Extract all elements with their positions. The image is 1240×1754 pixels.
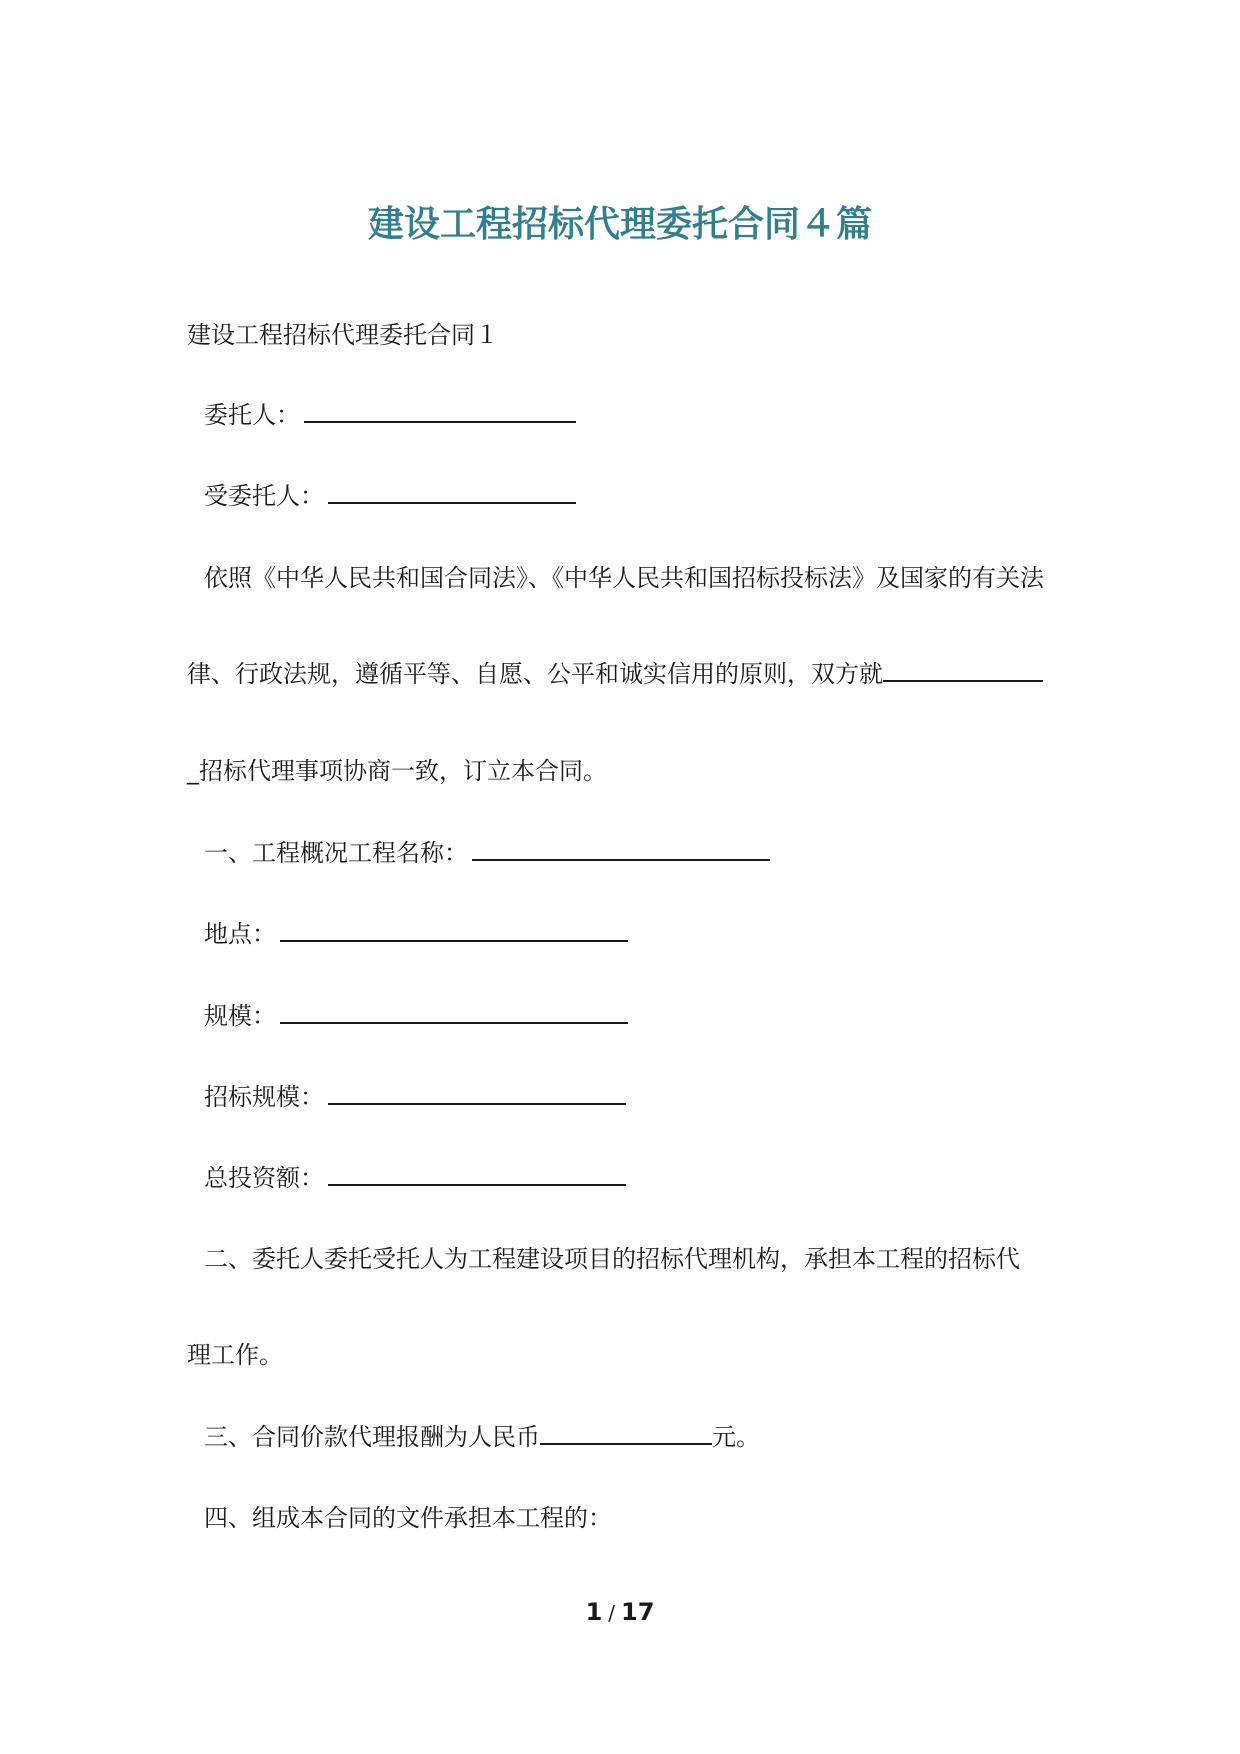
para1-line1: 依照《中华人民共和国合同法》、《中华人民共和国招标投标法》及国家的有关法 [204, 564, 1044, 592]
section3-prefix: 三、合同价款代理报酬为人民币 [204, 1423, 540, 1451]
para1-line2 [187, 657, 1043, 691]
bid-scale-blank [328, 1081, 626, 1105]
section1-label: 一、工程概况工程名称： [204, 839, 468, 867]
agent-label: 受委托人： [204, 482, 324, 510]
bid-scale-label: 招标规模： [204, 1083, 324, 1111]
section2-line1: 二、委托人委托受托人为工程建设项目的招标代理机构，承担本工程的招标代 [204, 1245, 1020, 1273]
location-blank [280, 918, 628, 942]
section3-field [204, 1420, 760, 1454]
current-page: 1 [585, 1598, 603, 1626]
total-investment-blank [328, 1162, 626, 1186]
scale-blank [280, 1000, 628, 1024]
project-blank [883, 658, 1043, 682]
agent-blank [328, 480, 576, 504]
client-blank [304, 399, 576, 423]
client-field [204, 398, 576, 432]
project-name-blank [472, 837, 770, 861]
scale-field [204, 999, 628, 1033]
section4-label: 四、组成本合同的文件承担本工程的： [204, 1504, 612, 1532]
section2-line2: 理工作。 [187, 1341, 283, 1369]
scale-label: 规模： [204, 1002, 276, 1030]
page-separator: / [608, 1601, 616, 1625]
document-title: 建设工程招标代理委托合同４篇 [367, 204, 872, 245]
fee-blank [540, 1421, 712, 1445]
location-field [204, 917, 628, 951]
agent-field [204, 479, 576, 513]
para1-line3: _招标代理事项协商一致，订立本合同。 [187, 757, 607, 785]
location-label: 地点： [204, 920, 276, 948]
section1-field [204, 836, 770, 870]
total-pages: 17 [621, 1598, 655, 1626]
bid-scale-field [204, 1080, 626, 1114]
client-label: 委托人： [204, 401, 300, 429]
total-investment-field [204, 1161, 626, 1195]
page-number [0, 1598, 1240, 1626]
section3-suffix: 元。 [712, 1423, 760, 1451]
total-investment-label: 总投资额： [204, 1164, 324, 1192]
contract-subtitle: 建设工程招标代理委托合同１ [187, 321, 499, 349]
para1-line2-text: 律、行政法规，遵循平等、自愿、公平和诚实信用的原则，双方就 [187, 660, 883, 688]
